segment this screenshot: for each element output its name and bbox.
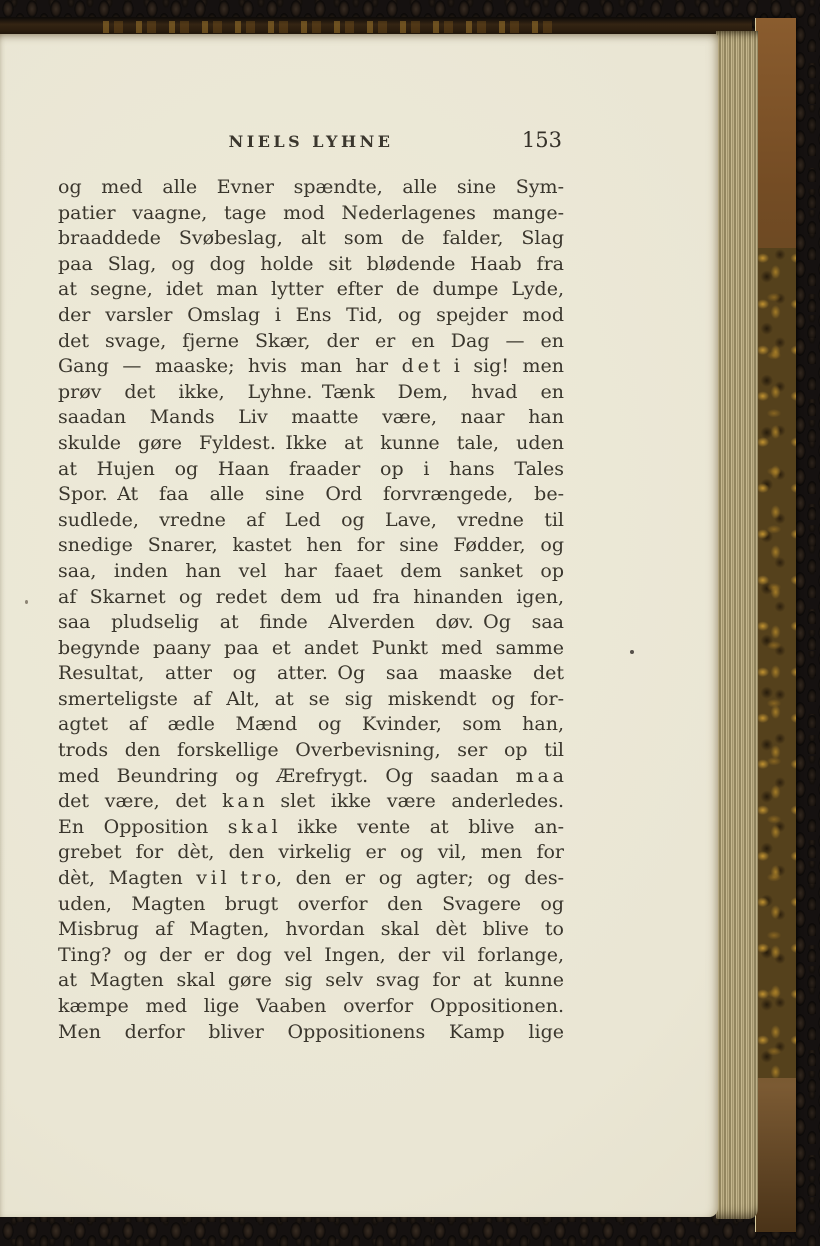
text-line: Resultat, atter og atter. Og saa maaske det xyxy=(58,662,564,685)
text-line: saa, inden han vel har faaet dem sanket op xyxy=(58,559,564,582)
text-line: Gang — maaske; hvis man har d e t i sig! men xyxy=(58,355,564,378)
paper-speck xyxy=(630,650,634,654)
text-line: at segne, idet man lytter efter de dumpe Lyde, xyxy=(58,278,564,301)
text-line: skulde gøre Fyldest. Ikke at kunne tale, uden xyxy=(58,431,564,454)
text-line: trods den forskellige Overbevisning, ser op til xyxy=(58,739,564,762)
text-line: Men derfor bliver Oppositionens Kamp lige xyxy=(58,1020,564,1043)
text-line: det være, det k a n slet ikke være anderledes. xyxy=(58,790,564,813)
text-line: smerteligste af Alt, at se sig miskendt og for- xyxy=(58,687,564,710)
running-title: NIELS LYHNE xyxy=(228,132,394,151)
text-line: der varsler Omslag i Ens Tid, og spejder mod xyxy=(58,303,564,326)
board-gold-flecks xyxy=(90,21,560,33)
text-line: begynde paany paa et andet Punkt med samme xyxy=(58,636,564,659)
leather-cover-edge xyxy=(755,18,796,1232)
text-line: saa pludselig at finde Alverden døv. Og saa xyxy=(58,611,564,634)
text-line: uden, Magten brugt overfor den Svagere og xyxy=(58,892,564,915)
text-line: og med alle Evner spændte, alle sine Sym- xyxy=(58,176,564,198)
text-line: Misbrug af Magten, hvordan skal dèt blive to xyxy=(58,918,564,941)
text-line: prøv det ikke, Lyhne. Tænk Dem, hvad en xyxy=(58,380,564,403)
text-line: Ting? og der er dog vel Ingen, der vil forlange, xyxy=(58,943,564,966)
text-line: snedige Snarer, kastet hen for sine Fødder, og xyxy=(58,534,564,557)
text-line: af Skarnet og redet dem ud fra hinanden igen, xyxy=(58,585,564,608)
page-number: 153 xyxy=(521,128,562,152)
text-line: med Beundring og Ærefrygt. Og saadan m a a xyxy=(58,764,564,787)
page-header xyxy=(58,128,564,154)
text-line: agtet af ædle Mænd og Kvinder, som han, xyxy=(58,713,564,736)
text-line: at Magten skal gøre sig selv svag for at kunne xyxy=(58,969,564,992)
text-line: braaddede Svøbeslag, alt som de falder, Slag xyxy=(58,227,564,250)
book-page xyxy=(0,34,718,1217)
text-block xyxy=(58,175,564,1045)
text-line: grebet for dèt, den virkelig er og vil, men for xyxy=(58,841,564,864)
text-line: det svage, fjerne Skær, der er en Dag — en xyxy=(58,329,564,352)
paper-speck xyxy=(25,600,28,604)
text-line: kæmpe med lige Vaaben overfor Oppositionen. xyxy=(58,995,564,1017)
text-line: dèt, Magten v i l t r o, den er og agter; og des- xyxy=(58,867,564,890)
text-line: at Hujen og Haan fraader op i hans Tales xyxy=(58,457,564,480)
marbled-leather-texture xyxy=(756,248,796,1078)
text-line: Spor. At faa alle sine Ord forvrængede, be- xyxy=(58,483,564,506)
text-line: patier vaagne, tage mod Nederlagenes mange- xyxy=(58,201,564,224)
text-line: paa Slag, og dog holde sit blødende Haab fra xyxy=(58,252,564,275)
text-line: En Opposition s k a l ikke vente at blive an- xyxy=(58,815,564,838)
text-line: saadan Mands Liv maatte være, naar han xyxy=(58,406,564,429)
page-fore-edge-stack xyxy=(716,31,758,1219)
text-line: sudlede, vredne af Led og Lave, vredne til xyxy=(58,508,564,531)
